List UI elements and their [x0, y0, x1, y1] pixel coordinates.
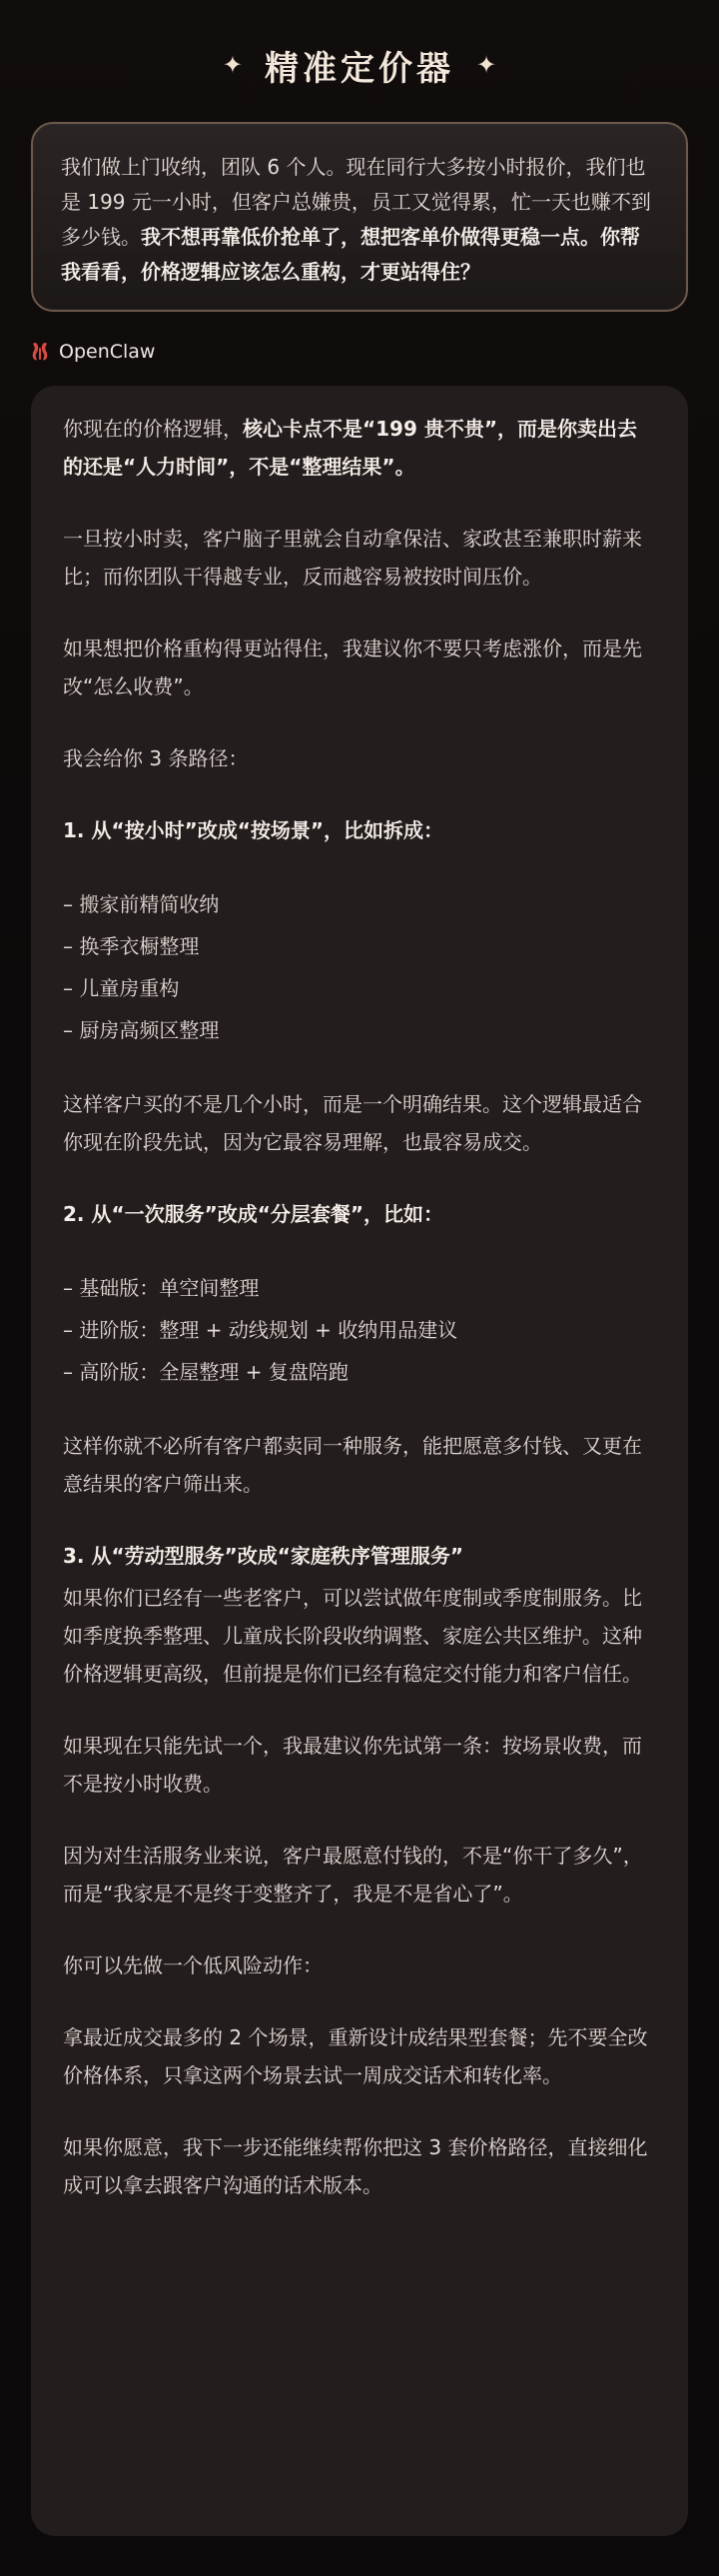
answer-paragraph-6: 这样你就不必所有客户都卖同一种服务，能把愿意多付钱、又更在意结果的客户筛出来。 — [63, 1434, 642, 1496]
scenario-list-item: – 儿童房重构 — [63, 976, 180, 1000]
answer-paragraph-7: 如果你们已经有一些老客户，可以尝试做年度制或季度制服务。比如季度换季整理、儿童成长阶段收纳调整、家庭公共区维护。这种价格逻辑更高级，但前提是你们已经有稳定交付能力和客户信任。 — [63, 1586, 642, 1686]
answer-paragraph-2: 一旦按小时卖，客户脑子里就会自动拿保洁、家政甚至兼职时薪来比；而你团队干得越专业，反而越容易被按时间压价。 — [63, 527, 642, 589]
answer-paragraph-5: 这样客户买的不是几个小时，而是一个明确结果。这个逻辑最适合你现在阶段先试，因为它最容易理解，也最容易成交。 — [63, 1092, 642, 1154]
answer-heading-1: 1. 从“按小时”改成“按场景”，比如拆成： — [63, 818, 444, 842]
assistant-brand-row — [31, 335, 155, 369]
answer-paragraph-3: 如果想把价格重构得更站得住，我建议你不要只考虑涨价，而是先改“怎么收费”。 — [63, 637, 642, 698]
user-message-text — [61, 150, 658, 290]
scenario-list-item: – 厨房高频区整理 — [63, 1018, 220, 1042]
answer-paragraph-1-prefix: 你现在的价格逻辑， — [63, 417, 243, 441]
sparkle-icon-right: ✦ — [476, 51, 497, 79]
answer-heading-2: 2. 从“一次服务”改成“分层套餐”，比如： — [63, 1202, 444, 1226]
scenario-list-item: – 搬家前精简收纳 — [63, 892, 220, 916]
answer-paragraph-1-bold: 核心卡点不是“199 贵不贵”，而是你卖出去的还是“人力时间”，不是“整理结果”。 — [63, 417, 637, 479]
claw-logo-icon — [31, 341, 49, 363]
answer-heading-3: 3. 从“劳动型服务”改成“家庭秩序管理服务” — [63, 1544, 464, 1568]
package-list-item: – 高阶版：全屋整理 + 复盘陪跑 — [63, 1360, 349, 1384]
package-list-item: – 进阶版：整理 + 动线规划 + 收纳用品建议 — [63, 1318, 458, 1342]
assistant-name: OpenClaw — [59, 341, 156, 363]
package-list — [63, 1267, 656, 1393]
answer-paragraph-9: 因为对生活服务业来说，客户最愿意付钱的，不是“你干了多久”，而是“我家是不是终于变整齐了，我是不是省心了”。 — [63, 1844, 643, 1906]
assistant-answer-card — [31, 386, 688, 2536]
scenario-list-item: – 换季衣橱整理 — [63, 934, 200, 958]
answer-paragraph-1 — [63, 410, 656, 486]
scenario-list — [63, 883, 656, 1051]
package-list-item: – 基础版：单空间整理 — [63, 1276, 260, 1300]
page-title: 精准定价器 — [265, 48, 454, 89]
user-message-normal: 我们做上门收纳，团队 6 个人。现在同行大多按小时报价，我们也是 199 元一小时，但客户总嫌贵，员工又觉得累，忙一天也赚不到多少钱。 — [61, 155, 651, 249]
answer-paragraph-8: 如果现在只能先试一个，我最建议你先试第一条：按场景收费，而不是按小时收费。 — [63, 1734, 642, 1796]
answer-paragraph-4: 我会给你 3 条路径： — [63, 746, 249, 770]
user-message-bubble — [31, 122, 688, 312]
user-message-bold: 我不想再靠低价抢单了，想把客单价做得更稳一点。你帮我看看，价格逻辑应该怎么重构，才更站得住？ — [61, 225, 640, 284]
answer-paragraph-10: 你可以先做一个低风险动作： — [63, 1953, 323, 1977]
answer-paragraph-12: 如果你愿意，我下一步还能继续帮你把这 3 套价格路径，直接细化成可以拿去跟客户沟通的话术版本。 — [63, 2135, 648, 2197]
answer-paragraph-11: 拿最近成交最多的 2 个场景，重新设计成结果型套餐；先不要全改价格体系，只拿这两个场景去试一周成交话术和转化率。 — [63, 2025, 648, 2087]
page-header — [0, 30, 719, 100]
sparkle-icon-left: ✦ — [222, 51, 243, 79]
